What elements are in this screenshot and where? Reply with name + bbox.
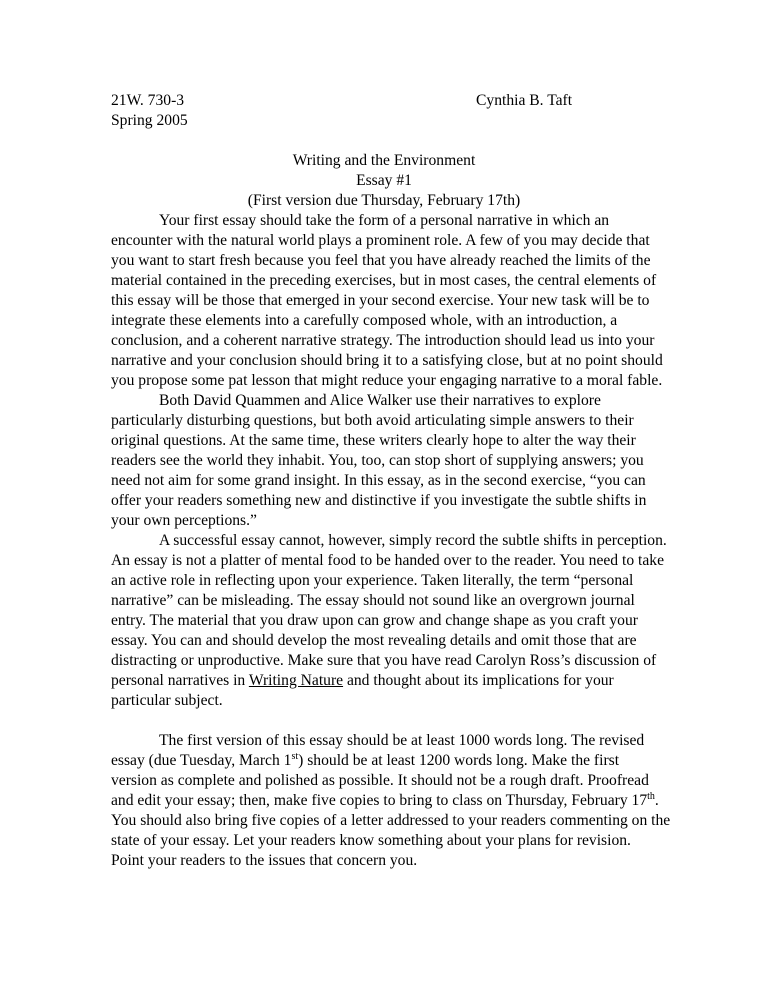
instructor-header bbox=[476, 91, 572, 111]
paragraph-line: conclusion, and a coherent narrative strategy. The introduction should lead us into your bbox=[111, 332, 655, 349]
paragraph-line: A successful essay cannot, however, simply record the subtle shifts in perception. bbox=[159, 532, 667, 549]
paragraph-line: particular subject. bbox=[111, 692, 223, 709]
paragraph-line: state of your essay. Let your readers know something about your plans for revision. bbox=[111, 832, 631, 849]
paragraph-3 bbox=[111, 531, 667, 711]
paragraph-line: Your first essay should take the form of a personal narrative in which an bbox=[159, 212, 610, 229]
course-code: 21W. 730-3 bbox=[111, 92, 185, 109]
paragraph-line: you propose some pat lesson that might reduce your engaging narrative to a moral fable. bbox=[111, 372, 663, 389]
paragraph-line: Both David Quammen and Alice Walker use their narratives to explore bbox=[159, 392, 601, 409]
paragraph-line: offer your readers something new and distinctive if you investigate the subtle shifts in bbox=[111, 492, 647, 509]
book-title: Writing Nature bbox=[248, 672, 344, 689]
due-note: (First version due Thursday, February 17th) bbox=[247, 192, 521, 209]
paragraph-line: need not aim for some grand insight. In this essay, as in the second exercise, “you can bbox=[111, 472, 646, 489]
ordinal-suffix: th bbox=[647, 791, 655, 802]
essay-instructions bbox=[111, 211, 671, 871]
line-text: ) should be at least 1200 words long. Make the first bbox=[298, 752, 620, 769]
course-title: Writing and the Environment bbox=[292, 152, 476, 169]
paragraph-line: An essay is not a platter of mental food to be handed over to the reader. You need to take bbox=[111, 552, 664, 569]
ordinal-suffix: st bbox=[291, 751, 299, 762]
paragraph-line: you want to start fresh because you feel that you have already reached the limits of the bbox=[111, 252, 651, 269]
line-text: personal narratives in bbox=[111, 672, 249, 689]
paragraph-line: particularly disturbing questions, but both avoid articulating simple answers to their bbox=[111, 412, 634, 429]
paragraph-line: version as complete and polished as possible. It should not be a rough draft. Proofread bbox=[111, 772, 649, 789]
line-text: and edit your essay; then, make five copies to bring to class on Thursday, February 17 bbox=[111, 792, 648, 809]
paragraph-line: narrative and your conclusion should bring it to a satisfying close, but at no point should bbox=[111, 352, 663, 369]
paragraph-2 bbox=[111, 391, 663, 531]
paragraph-line bbox=[111, 791, 663, 811]
line-text: . bbox=[654, 792, 659, 809]
paragraph-line: essay. You can and should develop the most revealing details and omit those that are bbox=[111, 632, 637, 649]
instructor-name: Cynthia B. Taft bbox=[476, 92, 573, 109]
paragraph-line: The first version of this essay should be at least 1000 words long. The revised bbox=[159, 732, 645, 749]
paragraph-line: this essay will be those that emerged in your second exercise. Your new task will be to bbox=[111, 292, 650, 309]
course-header bbox=[111, 91, 188, 131]
paragraph-line: original questions. At the same time, these writers clearly hope to alter the way their bbox=[111, 432, 636, 449]
title-block bbox=[0, 151, 768, 211]
line-text: and thought about its implications for your bbox=[343, 672, 614, 689]
paragraph-line: distracting or unproductive. Make sure that you have read Carolyn Ross’s discussion of bbox=[111, 652, 657, 669]
paragraph-line: narrative” can be misleading. The essay should not sound like an overgrown journal bbox=[111, 592, 635, 609]
paragraph-line: material contained in the preceding exercises, but in most cases, the central elements of bbox=[111, 272, 657, 289]
paragraph-4 bbox=[111, 731, 671, 871]
paragraph-line: an active role in reflecting upon your experience. Taken literally, the term “personal bbox=[111, 572, 634, 589]
essay-label: Essay #1 bbox=[356, 172, 412, 189]
paragraph-line bbox=[111, 751, 663, 771]
paragraph-line: entry. The material that you draw upon can grow and change shape as you craft your bbox=[111, 612, 638, 629]
paragraph-line: encounter with the natural world plays a prominent role. A few of you may decide that bbox=[111, 232, 650, 249]
paragraph-line: your own perceptions.” bbox=[111, 512, 257, 529]
paragraph-line: readers see the world they inhabit. You, too, can stop short of supplying answers; you bbox=[111, 452, 644, 469]
paragraph-spacer bbox=[111, 711, 663, 731]
paragraph-line: integrate these elements into a carefully composed whole, with an introduction, a bbox=[111, 312, 618, 329]
paragraph-line: Point your readers to the issues that concern you. bbox=[111, 852, 418, 869]
term: Spring 2005 bbox=[111, 112, 188, 129]
paragraph-1 bbox=[111, 211, 663, 391]
paragraph-line: You should also bring five copies of a letter addressed to your readers commenting on the bbox=[111, 812, 671, 829]
line-text: essay (due Tuesday, March 1 bbox=[111, 752, 292, 769]
paragraph-line bbox=[111, 671, 663, 691]
